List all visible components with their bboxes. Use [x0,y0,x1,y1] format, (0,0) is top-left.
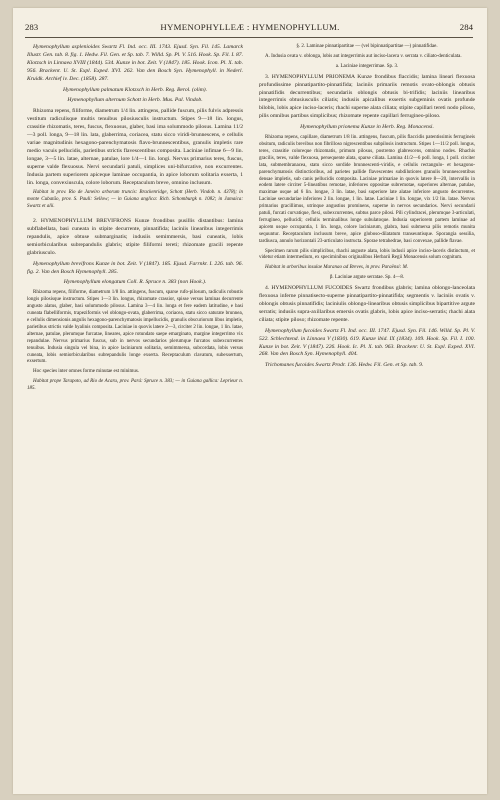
habitat-asplenioides: Habitat in prov. Rio de Janeiro arborum truncis: Brackenridge, Schott (Herb. Vindob. n. 4378); in monte Cubatão, prov. S. Pauli: Sellow; — in Guiana anglica: Rich. Schomburgk n. 1082; in Jamaica: Swartz et alii. [27,190,243,210]
running-header [13,22,487,36]
synonym-elongatum: Hymenophyllum elongatum Coll. R. Spruce n. 383 (non Hook.). [63,279,207,286]
species-prionema: 3. HYMENOPHYLLUM PRIONEMA Kunze frondibus flaccidis; lamina lineari flexuosa profundissime pinnatipartito-pinnatifida; laciniis primariis remotis ovato-oblongis obtusis pinnatifidis decurrentibus; secundariis oblongis obtusis bi-trifidis; laciniis linearibus integerrimis obtusiusculis ciliatis; indusiis apicalibus exsertis subgeminis ovatis profunde bilobis, lobis apice inciso-laceris; rhachi superne alata ciliata; stipite capillari tereti nodo piloso, pilis omnibus partibus simplicibus; rhizomate repente capillari ferrugineo-piloso. [259,73,475,120]
subsection-a: A. Indusia ovata v. oblonga, lobis aut integerrimis aut inciso-lacera v. serrata v. ciliato-denticulata. [265,53,462,59]
page-number-right: 284 [459,22,473,32]
species-fucoides: 4. HYMENOPHYLLUM FUCOIDES Swartz frondibus glabris; lamina oblongo-lanceolata flexuosa inferne pinnatisecto-superne pinnatipartito-pinnatifida; segmentis v. laciniis ovatis v. oblongis obtusis pinnatifidis; laciniulis oblongo-linearibus obtusis simplicibus bipartitive argute serratis; indusiis supra-axillaribus emersis ovatis glabris, lobis apice inciso-serratis; rhachi alata ciliata; stipite piloso; rhizomate repente. [259,285,475,323]
synonym-trichomanes: Trichomanes fucoides Swartz Prodr. 136. Hedw. Fil. Gen. et Sp. tab. 9. [265,362,424,369]
synonymy-asplenioides: Hymenophyllum asplenioides Swartz Fl. Ind. occ. III. 1743. Ejusd. Syn. Fil. 145. Lamarck Illustr. Gen. tab. 8. fig. 1. Hedw. Fil. Gen. et Sp. tab. 7. Willd. Sp. Pl. V. 516. Hook. Sp. Fil. I. 87. Klotzsch in Linnaea XVIII (1844). 534. Kunze in bot. Zeit. V (1847). 185. Hook. Icon. Pl. X. tab. 956. Brackenr. U. St. Expl. Exped. XVI. 262. Van den Bosch Syn. Hymenophyll. in Nederl. Kruidk. Archief iv. Dec. (1858). 287. [27,44,243,82]
document-page [13,8,487,794]
note-prionema: Specimen rarum pilis simplicibus, rhachi angustе alata, lobis indusii apice inciso-laceris distinctum, et videtur etiam intermedium, ex speciminibus originalibus Herbarii Regii Monacensis solum cognitum. [259,248,475,261]
subsection-beta: β. Laciniae argute serratae. Sp. 4—8. [329,275,405,281]
habitat-brevifrons: Habitat prope Tarapoto, ad Rio de Acaru, prov. Pará: Spruce n. 383; — in Guiana gallica: Leprieur n. 185. [27,379,243,392]
synonymy-prionema: Hymenophyllum prionema Kunze in Herb. Reg. Monacensi. [300,124,434,131]
left-column [27,44,243,396]
habitat-prionema: Habitat in arboribus insulae Maranao ad Breves, in prov. Paraënsi: M. [265,265,408,271]
synonym-palmatum: Hymenophyllum palmatum Klotzsch in Herb. Reg. Berol. (olim). [62,86,208,93]
synonym-alternum: Hymenophyllum alternum Schott in Herb. Mus. Pal. Vindob. [67,97,203,104]
header-rule [25,37,473,38]
subsection-alpha: a. Laciniae integerrimae. Sp. 3. [335,63,399,69]
description-prionema: Rhizoma repens, capillare, diametrum 1/8 lin. attingens, fuscum, pilis flaccidis patentissimis ferrugineis obsitum, radiculis brevibus non fibrilloso nigrescentibus subpilosis instructum. Stipes 1—11/2 poll. longus, teres, crassitie coloreque rhizomatis, primum pilosus, postremo glabrescens, omnino nodes. Rhachis gracilis, teres, valde flexuosa, persequente alata, sparse ciliata. Lamina 41/2—6 poll. longa, 1 poll. circiter lata, submembranacea, statu sicco sordide brunnescenti-viridis, e cellulis rectangulo- et hexagono-parenchymatosis distinctioribus, ad parietes pallide flavescentes subdilutiores granulis brunnescentibus densae impletis, sub canis pellucidis composita. Laciniae primariae in quovis latere 8—20, intervallis in eodem latere circiter 5-lineatibus remotae, inferiores oppositae subremotae, superiores alternae, patulae, maximae usque ad 6 lin. longae, 3 lin. latae, basi superiore late alatae inferiore angusto decurrentes. Laciniae secundariae inferiores 2 lin. longae, 1 lin. latae. Laciniae 1 lin. longae, vix 1/2 lin. latae. Nervus primarius gracillimus, utrinque angustius prominens, superne in nervos secundarios. Nervi secundarii patuli, furcati curvatique, flexi, subexcurrentes, subtus parce pilosi. Pili cylindracei, plerumque 3-articulati, ferrugineo, pellucidi; cellulis terminalibus longe subulatoque. Indusia superiorem partem laminae ad apicem usque occupantia, 1 lin. longa, colore laciniarum, glabra, basi submersa pilis remotis munita sequuntur. Receptaculum inclusum breve, apice globoso-dilatatum transeuntisque. Sporangia sessilia, tardiusca, annulo horizontali 23-articulato instructa. Sporae tetrahedrae, basi convexae, pallide flavae. [259,135,475,244]
synonymy-brevifrons: Hymenophyllum brevifrons Kunze in bot. Zeit. V (1847). 185. Ejusd. Farrnkr. I. 226. tab. 96. fig. 2. Van den Bosch Hymenophyll. 285. [27,260,243,275]
section-heading: §. 2. Laminae pinnatipartitae — (vel bipinnatipartitae —) pinnatifidae. [296,44,438,49]
description-asplenioides: Rhizoma repens, filiforme, diametrum 1/4 lin. attingens, pallide fuscum, pilis fulvis adpressis vestitum radiculisque multis tenuibus pilosiusculis instructum. Stipes 9—18 lin. longus, crassitie rhizomatis, teres, fuscus, flexuosus, glaber, basi ima solummodo pilosus. Lamina 11/2—3 poll. longa, 9—18 lin. lata, glaberrima, coriacea, statu sicco viridi-brunnescens, e cellulis variae magnitudinis hexagono-parenchymatosis flavo-brunnescentibus, granulis impletis rare medio vacuis pellucidis, parietibus strictis flavescentibus composita. Laciniae infimae 6—9 lin. longae, 3—5 lin. latae, alternae, patulae, lore 1/4—1 lin. longi. Nervus primarius teres, fuscus, superne valde flexuosus. Nervi secundarii patuli, simplices uni-bifurcative, non excurrentes. Indusia partem superiorem apiceque laminae occupantia, in apice loborum solitaria exserta, 1 lin. longa, convexiuscula, colore loborum. Receptaculum breve, omnino inclusum. [27,108,243,186]
species-brevifrons: 2. HYMENOPHYLLUM BREVIFRONS Kunze frondibus pusillis distantibus: lamina subflabellata, basi cuneata in stipite decurrente, pinnatifida; laciniis linearibus integerrimis repandulis, apice obtuse submarginatis; indusiis semimmersis, basi cuneatis, lobis semiorbicularibus subrepandulis glabris; stipite filiformi tereti; rhizomate gracili repente glabriusculo. [27,218,243,256]
description-brevifrons: Rhizoma repens, filiforme, diametrum 1/8 lin. attingens, fuscum, sparse rufo-pilosum, radiculis robustis longis pilosisque instructum. Stipes 1—3 lin. longus, rhizomate crassior, spisse versus laminas decurrente angusto alatus, glaber, basi solummodo pilosus. Lamina 3—4 lin. longa et fere eadem latitudine, e basi cuneata flabelliformis, trapeziformis vel oblongo-ovata, glaberrima, coriacea, statu sicco saturate brunnea, e cellulis dimensionis angulis hexagono-parenchymatosis impellucidis, granulis obscuriorum libus impletis, parietibus strictis valde hyalinis composita. Laciniae in quovis latere 2—3, circiter 2 lin. longae, 1 lin. latae, alternae, patulae, plerumque furcatae, lineares, apice rotundato saepe emarginato, margine integerrimo vix repandulae. Nervus primarius fuscus, sub in nervos secundarios plerumque furcatos subexcurrentes tenuibus. Indusia singula vel bina, in apice laciniarum solitaria, semimmersa, subcordata, lobis versus cuneata, lobis semiorbicularibus subrepandulis longe exserta. Receptaculum clavatum, subexsertum, exsertum. [27,290,243,365]
note-brevifrons: Hoc species inter omnes forme minutae est minimus. [33,369,140,375]
synonymy-fucoides: Hymenophyllum fucoides Swartz Fl. Ind. occ. III. 1747. Ejusd. Syn. Fil. 146. Willd. Sp. Pl. V. 522. Schlechtend. in Linnaea V (1830). 619. Kunze ibid. IX (1834). 109. Hook. Sp. Fil. I. 100. Kunze in bot. Zeit. V (1847). 226. Hook. Ic. Pl. X. tab. 963. Brackenr. U. St. Expl. Exped. XVI. 268. Van den Bosch Syn. Hymenophyll. 404. [259,327,475,358]
right-column [259,44,475,373]
page-number-left: 283 [25,22,39,32]
running-title: HYMENOPHYLLEÆ : HYMENOPHYLLUM. [160,22,340,32]
